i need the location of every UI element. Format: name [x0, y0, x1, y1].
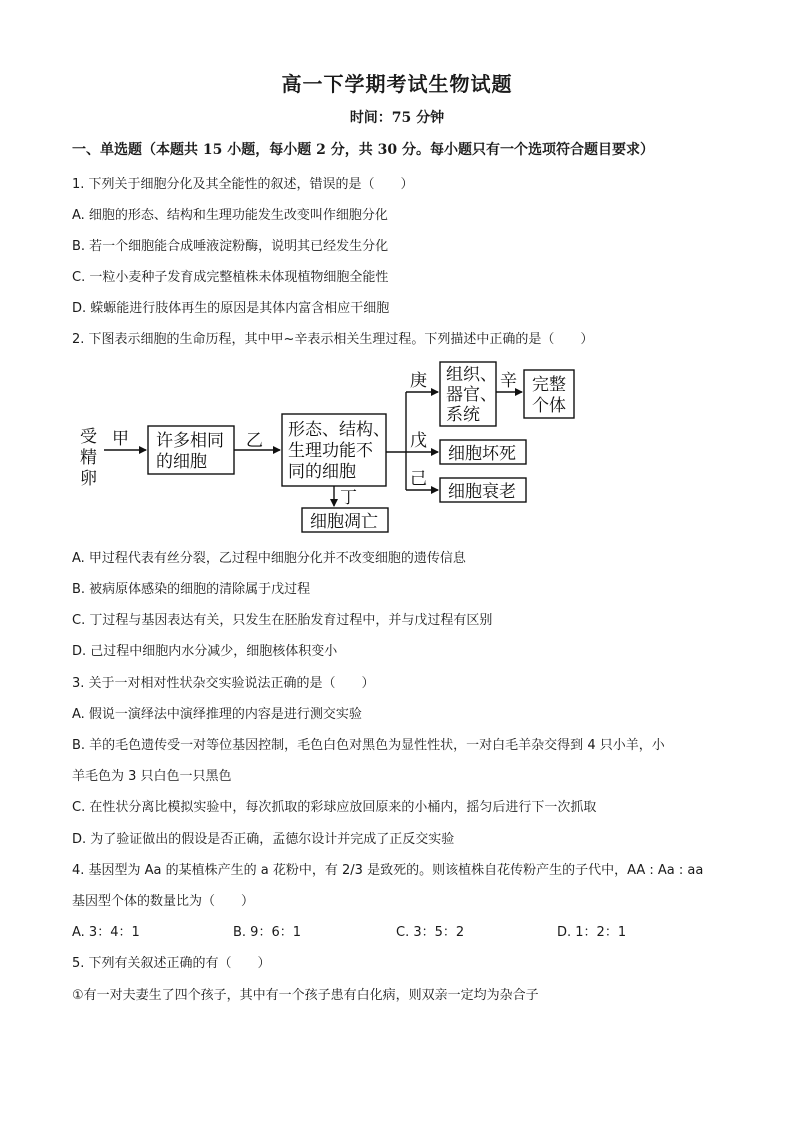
q1-option-a: A. 细胞的形态、结构和生理功能发生改变叫作细胞分化: [72, 208, 388, 223]
q4-option-a: A. 3：4：1: [72, 925, 140, 940]
q2-option-b: B. 被病原体感染的细胞的清除属于戊过程: [72, 582, 311, 597]
box-whole-line1: 完整: [532, 375, 566, 395]
egg-label-2: 精: [80, 448, 97, 468]
page-title: 高一下学期考试生物试题: [281, 72, 513, 96]
q5-item-1: ①有一对夫妻生了四个孩子，其中有一个孩子患有白化病，则双亲一定均为杂合子: [72, 988, 539, 1003]
q1-stem: 1. 下列关于细胞分化及其全能性的叙述，错误的是（ ）: [72, 177, 414, 192]
box-whole-line2: 个体: [532, 396, 566, 416]
q4-stem-line1: 4. 基因型为 Aa 的某植株产生的 a 花粉中，有 2/3 是致死的。则该植株自花传粉产生的子代中，AA : Aa : aa: [72, 863, 704, 878]
box-necrosis-label: 细胞坏死: [448, 444, 516, 464]
q4-option-c: C. 3：5：2: [396, 925, 465, 940]
q2-option-d: D. 己过程中细胞内水分减少，细胞核体积变小: [72, 644, 338, 659]
box-same-cells-line2: 的细胞: [156, 452, 207, 472]
box-different-cells-line1: 形态、结构、: [288, 420, 390, 440]
q4-option-d: D. 1：2：1: [557, 925, 627, 940]
q3-option-d: D. 为了验证做出的假设是否正确，孟德尔设计并完成了正反交实验: [72, 832, 455, 847]
q1-option-b: B. 若一个细胞能合成唾液淀粉酶，说明其已经发生分化: [72, 239, 389, 254]
q3-option-b-line1: B. 羊的毛色遗传受一对等位基因控制，毛色白色对黑色为显性性状，一对白毛羊杂交得到 4 只小羊，小: [72, 738, 665, 753]
q3-stem: 3. 关于一对相对性状杂交实验说法正确的是（ ）: [72, 676, 375, 691]
q1-option-c: C. 一粒小麦种子发育成完整植株未体现植物细胞全能性: [72, 270, 389, 285]
q4-stem-line2: 基因型个体的数量比为（ ）: [72, 894, 255, 909]
box-same-cells-line1: 许多相同: [156, 431, 224, 451]
label-xin: 辛: [500, 371, 517, 391]
q4-option-b: B. 9：6：1: [233, 925, 301, 940]
label-ding: 丁: [340, 488, 357, 508]
exam-time: 时间：75 分钟: [349, 110, 445, 126]
label-yi: 乙: [246, 431, 263, 451]
label-jia: 甲: [112, 429, 129, 449]
q1-option-d: D. 蝾螈能进行肢体再生的原因是其体内富含相应干细胞: [72, 301, 390, 316]
q3-option-b-line2: 羊毛色为 3 只白色一只黑色: [72, 769, 232, 784]
cell-life-diagram: [74, 360, 594, 538]
box-tissue-line1: 组织、: [446, 365, 497, 385]
box-apoptosis-label: 细胞凋亡: [310, 512, 378, 532]
box-different-cells-line2: 生理功能不: [288, 441, 373, 461]
box-tissue-line3: 系统: [446, 405, 480, 425]
label-geng: 庚: [410, 371, 427, 391]
q3-option-c: C. 在性状分离比模拟实验中，每次抓取的彩球应放回原来的小桶内，摇匀后进行下一次抓取: [72, 800, 597, 815]
q2-stem: 2. 下图表示细胞的生命历程，其中甲~辛表示相关生理过程。下列描述中正确的是（ ）: [72, 332, 594, 347]
q3-option-a: A. 假说一演绎法中演绎推理的内容是进行测交实验: [72, 707, 362, 722]
box-aging-label: 细胞衰老: [448, 482, 516, 502]
label-ji: 己: [410, 469, 427, 489]
egg-label-3: 卵: [80, 469, 97, 489]
section-heading: 一、单选题（本题共 15 小题，每小题 2 分，共 30 分。每小题只有一个选项符合题目要求）: [72, 142, 654, 158]
q2-option-a: A. 甲过程代表有丝分裂，乙过程中细胞分化并不改变细胞的遗传信息: [72, 551, 466, 566]
q5-stem: 5. 下列有关叙述正确的有（ ）: [72, 956, 271, 971]
box-tissue-line2: 器官、: [446, 385, 497, 405]
egg-label-1: 受: [80, 427, 97, 447]
q2-option-c: C. 丁过程与基因表达有关，只发生在胚胎发育过程中，并与戊过程有区别: [72, 613, 493, 628]
label-wu: 戊: [410, 431, 427, 451]
box-different-cells-line3: 同的细胞: [288, 462, 356, 482]
